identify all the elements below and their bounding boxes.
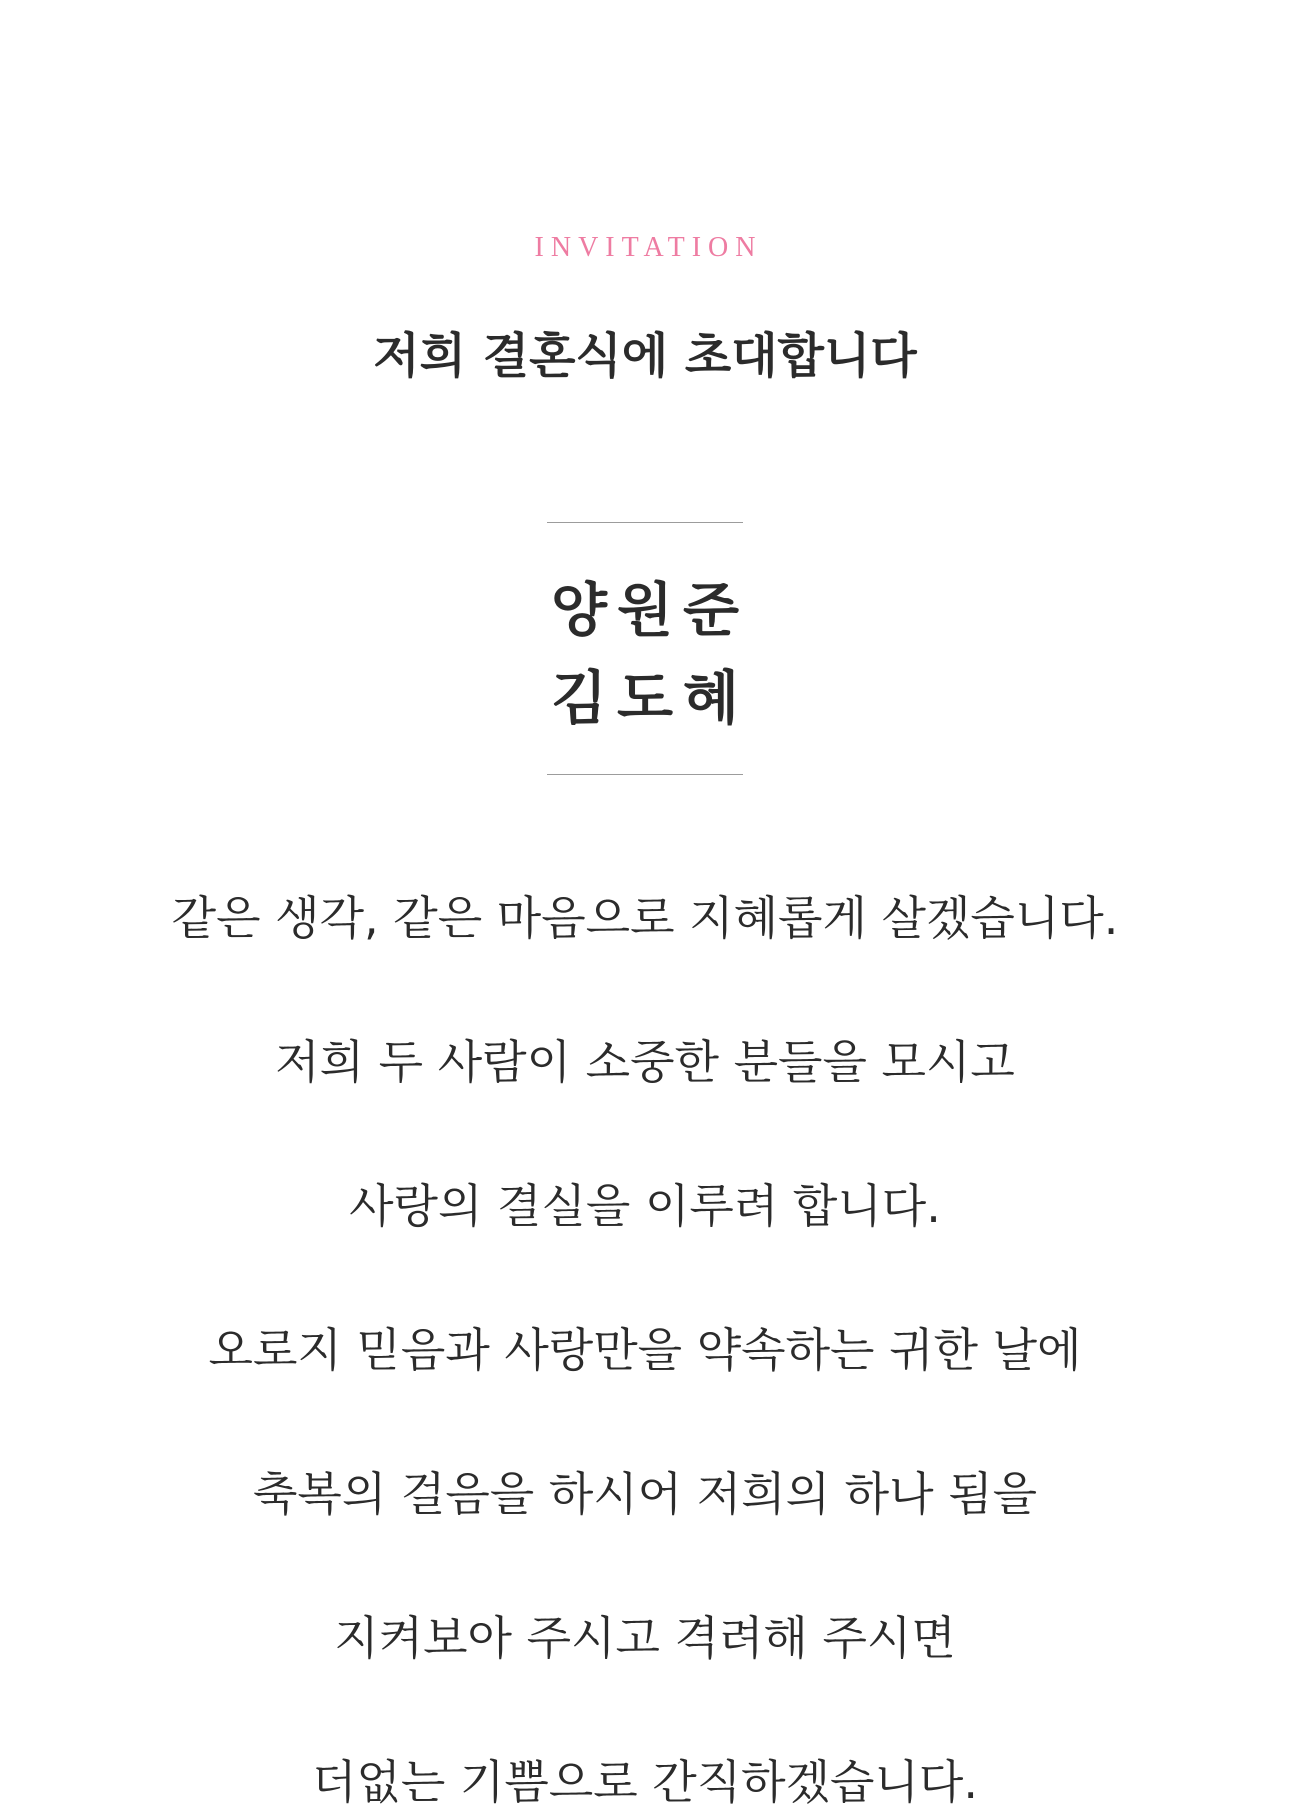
- divider-top: [547, 522, 743, 523]
- message-line: 더없는 기쁨으로 간직하겠습니다.: [312, 1755, 978, 1809]
- bride-name: 김도혜: [550, 664, 750, 732]
- groom-name: 양원준: [550, 576, 750, 644]
- message-line: 같은 생각, 같은 마음으로 지혜롭게 살겠습니다.: [171, 891, 1119, 945]
- message-line: 사랑의 결실을 이루려 합니다.: [349, 1179, 941, 1233]
- message-line: 오로지 믿음과 사랑만을 약속하는 귀한 날에: [208, 1323, 1082, 1377]
- invitation-eyebrow: INVITATION: [534, 232, 763, 263]
- message-line: 저희 두 사람이 소중한 분들을 모시고: [275, 1035, 1015, 1089]
- divider-bottom: [547, 774, 743, 775]
- message-line: 지켜보아 주시고 격려해 주시면: [334, 1611, 956, 1665]
- message-line: 축복의 걸음을 하시어 저희의 하나 됨을: [252, 1467, 1038, 1521]
- page-title: 저희 결혼식에 초대합니다: [373, 328, 917, 384]
- invitation-message: [0, 888, 1290, 1812]
